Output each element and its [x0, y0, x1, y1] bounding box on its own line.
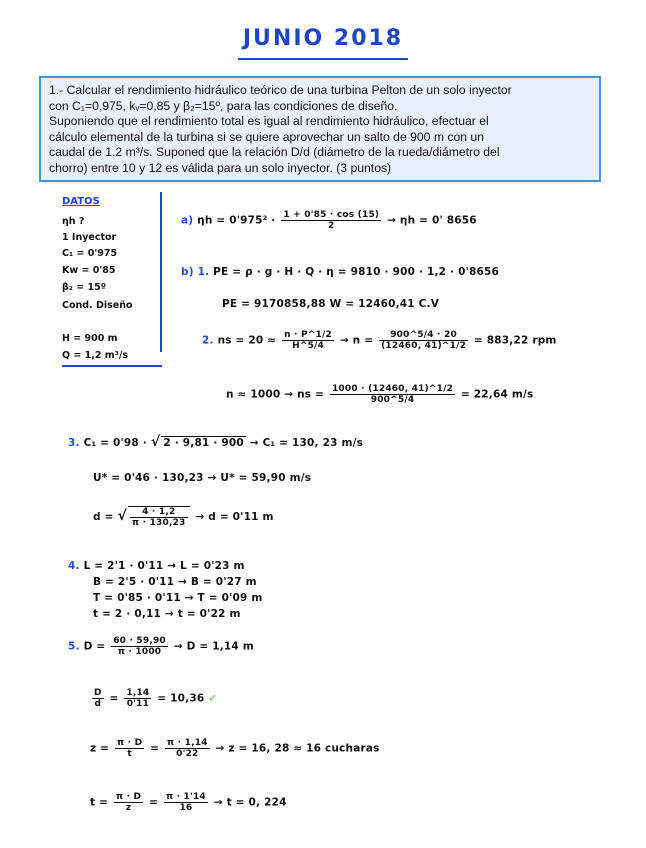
fraction-denominator: π · 130,23: [131, 518, 186, 528]
fraction-denominator: d: [94, 699, 102, 709]
step1-result: PE = 9170858,88 W = 12460,41 C.V: [222, 298, 440, 310]
part3-line3: [93, 506, 274, 528]
step-label: 1.: [197, 266, 210, 278]
fraction-numerator: 1,14: [126, 688, 150, 698]
fraction-denominator: t: [127, 749, 132, 759]
part3-line1: [68, 434, 363, 450]
ratio-result: = 10,36: [157, 692, 205, 705]
t-fraction-values: [164, 792, 208, 813]
part5-fraction: [111, 636, 168, 657]
fraction-numerator: 900^5/4 · 20: [379, 330, 468, 341]
datos-item: H = 900 m: [62, 333, 118, 344]
fraction-numerator: π · 1'14: [165, 792, 206, 802]
step2b-lhs: n ≈ 1000 → ns =: [226, 388, 325, 401]
equals: =: [149, 796, 159, 809]
part-a-equation: [181, 210, 477, 231]
fraction-denominator: π · 1000: [117, 647, 162, 657]
title-underline: [238, 58, 408, 60]
datos-panel-border: [62, 365, 162, 367]
part-a-label: a): [181, 214, 194, 227]
fraction-denominator: 16: [179, 803, 193, 813]
part4-line: [68, 560, 245, 572]
fraction-numerator: 4 · 1,2: [130, 507, 188, 518]
step2-mid: → n =: [339, 334, 374, 347]
t-result: → t = 0, 224: [213, 796, 287, 809]
datos-item: Cond. Diseño: [62, 300, 133, 311]
fraction-denominator: (12460, 41)^1/2: [381, 341, 467, 351]
sqrt-icon: √: [150, 434, 161, 450]
part3-fraction: [128, 506, 190, 528]
part4-line: t = 2 · 0,11 → t = 0'22 m: [93, 608, 241, 620]
part5-label: 5.: [68, 640, 80, 653]
part3-d-lhs: d =: [93, 511, 114, 523]
step2-fraction: [282, 330, 334, 351]
datos-item: ηh ?: [62, 216, 85, 227]
step2b-result: = 22,64 m/s: [460, 388, 534, 401]
datos-panel-border: [160, 192, 162, 352]
fraction-numerator: 60 · 59,90: [113, 636, 166, 646]
z-fraction: [115, 738, 144, 759]
part-b-step2: [202, 330, 557, 351]
fraction-numerator: 1 + 0'85 · cos (15): [283, 210, 380, 220]
step-label: 2.: [202, 334, 214, 347]
problem-line: con C₁=0,975, kᵥ=0,85 y β₂=15º, para las condiciones de diseño.: [49, 98, 398, 113]
fraction-numerator: π · D: [117, 738, 143, 748]
datos-heading: DATOS: [62, 196, 100, 207]
problem-line: Suponiendo que el rendimiento total es igual al rendimiento hidráulico, efectuar el: [49, 114, 489, 129]
equals: =: [150, 742, 160, 755]
step2b-fraction: [330, 384, 455, 405]
datos-item: β₂ = 15º: [62, 282, 107, 293]
part3-result: → C₁ = 130, 23 m/s: [249, 437, 364, 449]
fraction-numerator: n · P^1/2: [284, 330, 332, 340]
radicand: 2 · 9,81 · 900: [163, 437, 244, 449]
problem-line: 1.- Calcular el rendimiento hidráulico teórico de una turbina Pelton de un solo inyector: [49, 83, 512, 97]
part-b-step1: [181, 266, 499, 278]
t-fraction: [114, 792, 143, 813]
fraction-numerator: D: [94, 688, 102, 698]
fraction-denominator: H^5/4: [292, 341, 324, 351]
fraction-denominator: 0'22: [176, 749, 199, 759]
part-a-lhs: ηh = 0'975² ·: [197, 214, 276, 227]
fraction-denominator: 900^5/4: [370, 395, 415, 405]
part5-lhs: D =: [83, 640, 106, 653]
step2-fraction-2: [379, 330, 468, 351]
step1-equation: PE = ρ · g · H · Q · η = 9810 · 900 · 1,2 · 0'8656: [213, 266, 500, 278]
part4-text: L = 2'1 · 0'11 → L = 0'23 m: [83, 560, 245, 572]
part5-line1: [68, 636, 254, 657]
part3-label: 3.: [68, 437, 80, 449]
datos-item: C₁ = 0'975: [62, 248, 118, 259]
z-fraction-values: [165, 738, 210, 759]
problem-statement-box: [39, 76, 601, 182]
datos-item: Kw = 0'85: [62, 265, 116, 276]
part5-line4: [90, 792, 287, 813]
datos-item: 1 Inyector: [62, 232, 117, 243]
part4-label: 4.: [68, 560, 80, 572]
datos-item: Q = 1,2 m³/s: [62, 350, 128, 361]
part5-line2: [90, 688, 217, 709]
fraction-denominator: z: [125, 803, 132, 813]
part-b-label: b): [181, 266, 194, 278]
part4-line: B = 2'5 · 0'11 → B = 0'27 m: [93, 576, 257, 588]
ratio-fraction: [92, 688, 104, 709]
ratio-fraction-values: [124, 688, 151, 709]
part3-line2: U* = 0'46 · 130,23 → U* = 59,90 m/s: [93, 472, 312, 484]
part3-d-result: → d = 0'11 m: [195, 511, 274, 523]
fraction-numerator: 1000 · (12460, 41)^1/2: [331, 384, 454, 394]
sqrt-icon: √: [117, 508, 127, 524]
part-b-step2b: [226, 384, 534, 405]
part-a-fraction: [281, 210, 381, 231]
problem-line: chorro) entre 10 y 12 es válida para un solo inyector. (3 puntos): [49, 160, 392, 175]
page-title: JUNIO 2018: [242, 26, 404, 51]
part3-lhs: C₁ = 0'98 ·: [83, 437, 147, 449]
step2-lhs: ns = 20 ≈: [217, 334, 277, 347]
check-icon: ✓: [208, 692, 218, 705]
problem-line: cálculo elemental de la turbina si se quiere aprovechar un salto de 900 m con un: [49, 129, 484, 144]
fraction-numerator: π · D: [115, 792, 142, 802]
part4-line: T = 0'85 · 0'11 → T = 0'09 m: [93, 592, 263, 604]
fraction-denominator: 2: [328, 221, 335, 231]
part5-result: → D = 1,14 m: [173, 640, 254, 653]
t-lhs: t =: [90, 796, 109, 809]
equals: =: [109, 692, 119, 705]
part5-line3: [90, 738, 380, 759]
part-a-result: → ηh = 0' 8656: [387, 214, 477, 227]
step2-result: = 883,22 rpm: [473, 334, 557, 347]
problem-line: caudal de 1.2 m³/s. Suponed que la relación D/d (diámetro de la rueda/diámetro del: [49, 145, 500, 160]
z-lhs: z =: [90, 742, 110, 755]
fraction-numerator: π · 1,14: [167, 738, 208, 748]
datos-panel: [62, 196, 160, 361]
fraction-denominator: 0'11: [126, 699, 150, 709]
z-result: → z = 16, 28 ≈ 16 cucharas: [215, 742, 380, 755]
